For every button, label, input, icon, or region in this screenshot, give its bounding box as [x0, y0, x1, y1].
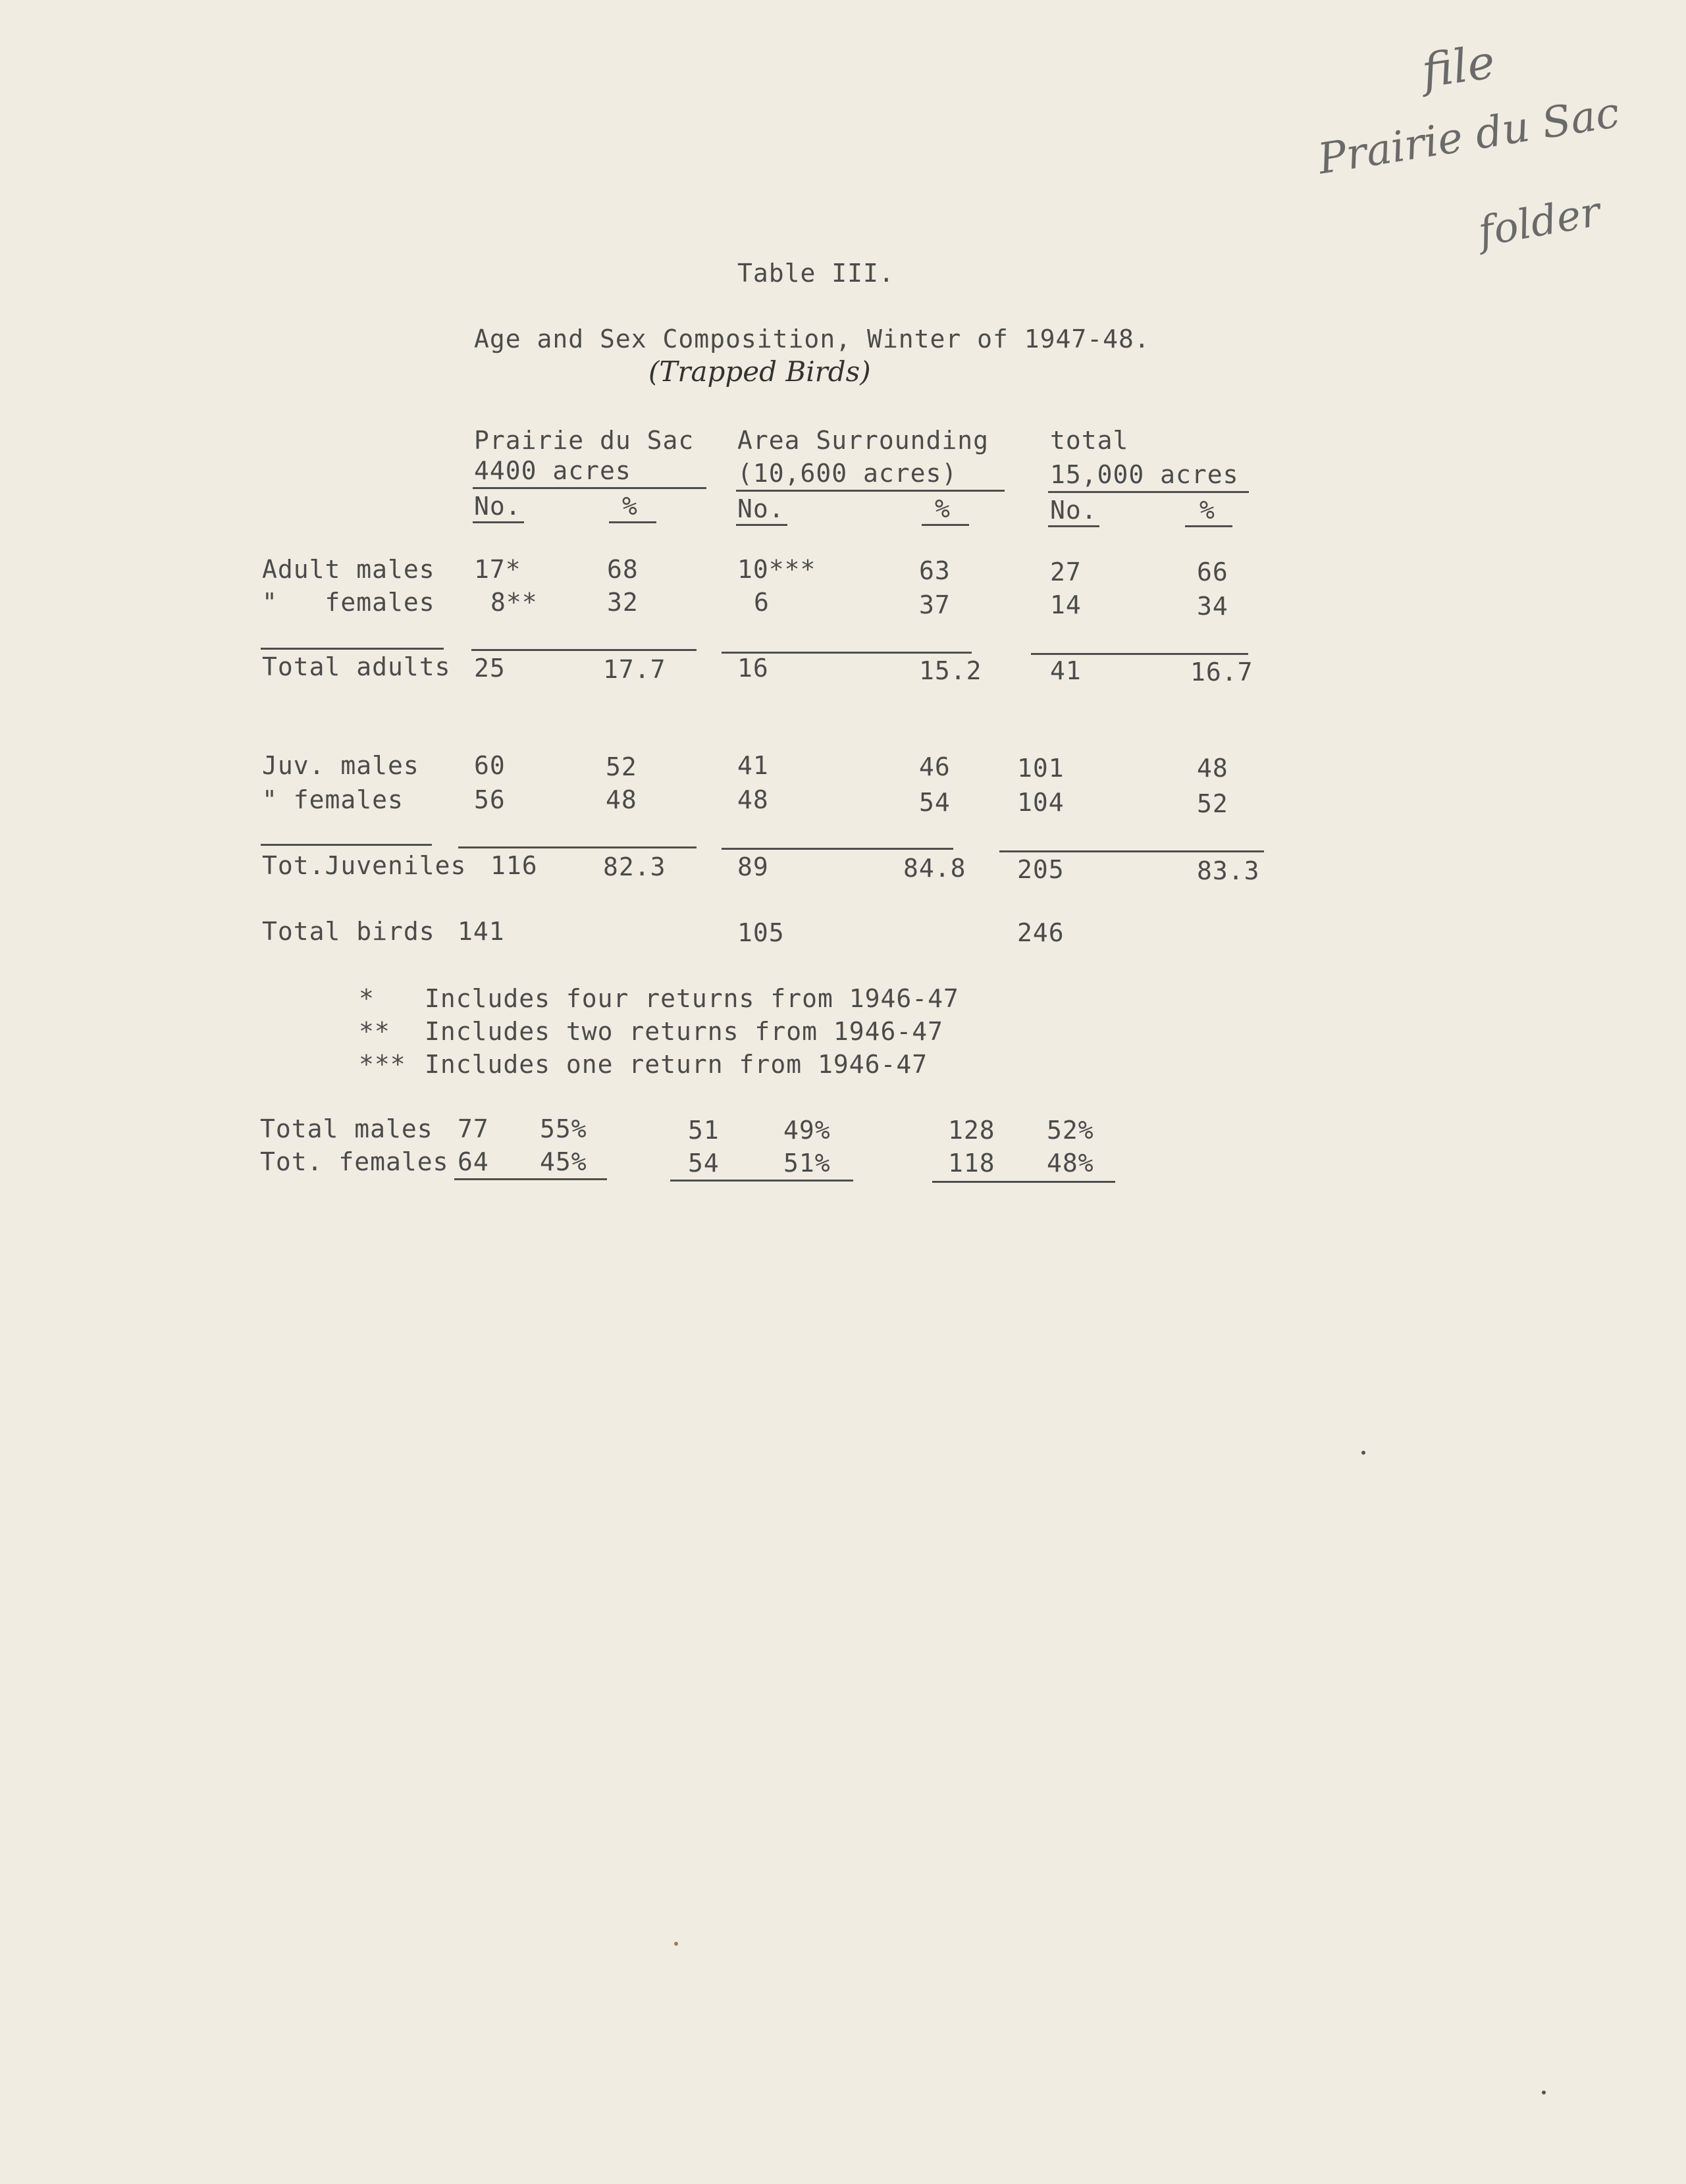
row-label: Adult males [262, 555, 435, 584]
table-cell: 205 [1017, 855, 1065, 884]
table-cell: 8** [490, 588, 538, 617]
paper-speck [1361, 1451, 1365, 1455]
table-cell: 16 [737, 654, 769, 683]
col-group-1-line1: Prairie du Sac [474, 426, 695, 455]
table-cell: 52% [1047, 1116, 1094, 1145]
total-adults-rule-label [261, 648, 444, 650]
col-group-3-rule [1048, 491, 1249, 493]
handwritten-note-folder: folder [1475, 187, 1604, 256]
col-group-2-line1: Area Surrounding [737, 426, 989, 455]
table-cell: 45% [540, 1147, 587, 1176]
row-label: Total adults [262, 652, 451, 681]
handwritten-subtitle: (Trapped Birds) [648, 355, 871, 388]
table-cell: 55% [540, 1114, 587, 1143]
table-cell: 89 [737, 852, 769, 881]
table-cell: 246 [1017, 918, 1065, 947]
table-cell: 41 [1050, 656, 1082, 685]
table-cell: 54 [919, 788, 951, 817]
tot-juveniles-rule-label [261, 844, 432, 846]
total-adults-rule-1 [471, 649, 697, 651]
tot-juveniles-rule-1 [458, 846, 697, 848]
table-cell: 51% [783, 1149, 831, 1178]
table-cell: 104 [1017, 788, 1065, 817]
col-group-1-line2: 4400 acres [474, 456, 631, 485]
table-cell: 77 [458, 1114, 489, 1143]
table-cell: 37 [919, 590, 951, 619]
table-cell: 54 [688, 1149, 720, 1178]
table-cell: 101 [1017, 754, 1065, 783]
row-label: Total birds [262, 917, 435, 946]
row-label: " females [262, 588, 435, 617]
table-cell: 27 [1050, 558, 1082, 586]
handwritten-note-prairie: Prairie du Sac [1315, 88, 1623, 184]
table-cell: 6 [754, 588, 770, 617]
table-cell: 51 [688, 1116, 720, 1145]
subheader-no-2: No. [737, 494, 785, 523]
table-cell: 48% [1047, 1149, 1094, 1178]
table-subtitle: Age and Sex Composition, Winter of 1947-48. [474, 325, 1150, 353]
subheader-rule-no-3 [1048, 525, 1099, 527]
table-cell: 17.7 [603, 655, 666, 684]
subheader-rule-pct-3 [1185, 525, 1232, 527]
table-cell: 68 [607, 555, 639, 584]
table-cell: 84.8 [903, 854, 966, 883]
table-cell: 64 [458, 1147, 489, 1176]
table-cell: 105 [737, 918, 785, 947]
table-cell: 10*** [737, 555, 816, 584]
subheader-rule-pct-2 [922, 524, 969, 526]
table-cell: 52 [1197, 789, 1228, 818]
paper-speck [674, 1942, 678, 1946]
row-label: Tot. females [260, 1147, 449, 1176]
table-cell: 48 [737, 785, 769, 814]
row-label: " females [262, 785, 404, 814]
footnote-mark: * [359, 984, 375, 1013]
table-cell: 83.3 [1197, 856, 1260, 885]
table-cell: 25 [474, 654, 506, 683]
sex-totals-rule-1 [454, 1178, 607, 1180]
col-group-3-line2: 15,000 acres [1050, 460, 1239, 489]
table-cell: 32 [607, 588, 639, 617]
subheader-pct-3: % [1199, 496, 1215, 525]
table-cell: 52 [606, 752, 637, 781]
subheader-no-1: No. [474, 492, 521, 521]
total-adults-rule-3 [1031, 653, 1248, 655]
table-cell: 49% [783, 1116, 831, 1145]
table-cell: 63 [919, 556, 951, 585]
col-group-1-rule [473, 487, 706, 489]
table-title: Table III. [737, 259, 895, 288]
footnote-text: Includes two returns from 1946-47 [425, 1017, 943, 1046]
table-cell: 14 [1050, 590, 1082, 619]
tot-juveniles-rule-2 [722, 848, 953, 850]
tot-juveniles-rule-3 [999, 850, 1264, 852]
subheader-pct-2: % [935, 494, 951, 523]
footnote-mark: *** [359, 1050, 406, 1079]
row-label: Juv. males [262, 751, 419, 780]
row-label: Total males [260, 1114, 433, 1143]
sex-totals-rule-3 [932, 1181, 1115, 1183]
footnote-text: Includes four returns from 1946-47 [425, 984, 959, 1013]
table-cell: 15.2 [919, 656, 982, 685]
table-cell: 41 [737, 751, 769, 780]
table-cell: 17* [474, 555, 521, 584]
paper-speck [1542, 2091, 1546, 2094]
subheader-rule-no-2 [736, 524, 787, 526]
footnote-mark: ** [359, 1017, 390, 1046]
table-cell: 60 [474, 751, 506, 780]
table-cell: 16.7 [1190, 658, 1253, 687]
subheader-rule-no-1 [473, 521, 524, 523]
footnote-text: Includes one return from 1946-47 [425, 1050, 928, 1079]
table-cell: 128 [948, 1116, 995, 1145]
col-group-2-line2: (10,600 acres) [737, 459, 958, 488]
table-cell: 34 [1197, 592, 1228, 621]
col-group-2-rule [736, 490, 1005, 492]
table-cell: 48 [606, 785, 637, 814]
table-cell: 116 [490, 851, 538, 880]
row-label: Tot.Juveniles [262, 851, 467, 880]
sex-totals-rule-2 [670, 1180, 853, 1182]
table-cell: 46 [919, 752, 951, 781]
subheader-rule-pct-1 [609, 521, 656, 523]
table-cell: 118 [948, 1149, 995, 1178]
table-cell: 82.3 [603, 852, 666, 881]
table-cell: 66 [1197, 558, 1228, 586]
subheader-no-3: No. [1050, 496, 1097, 525]
col-group-3-line1: total [1050, 426, 1129, 455]
handwritten-note-file: file [1418, 34, 1498, 99]
subheader-pct-1: % [622, 492, 638, 521]
table-cell: 141 [458, 917, 505, 946]
table-cell: 48 [1197, 754, 1228, 783]
table-cell: 56 [474, 785, 506, 814]
